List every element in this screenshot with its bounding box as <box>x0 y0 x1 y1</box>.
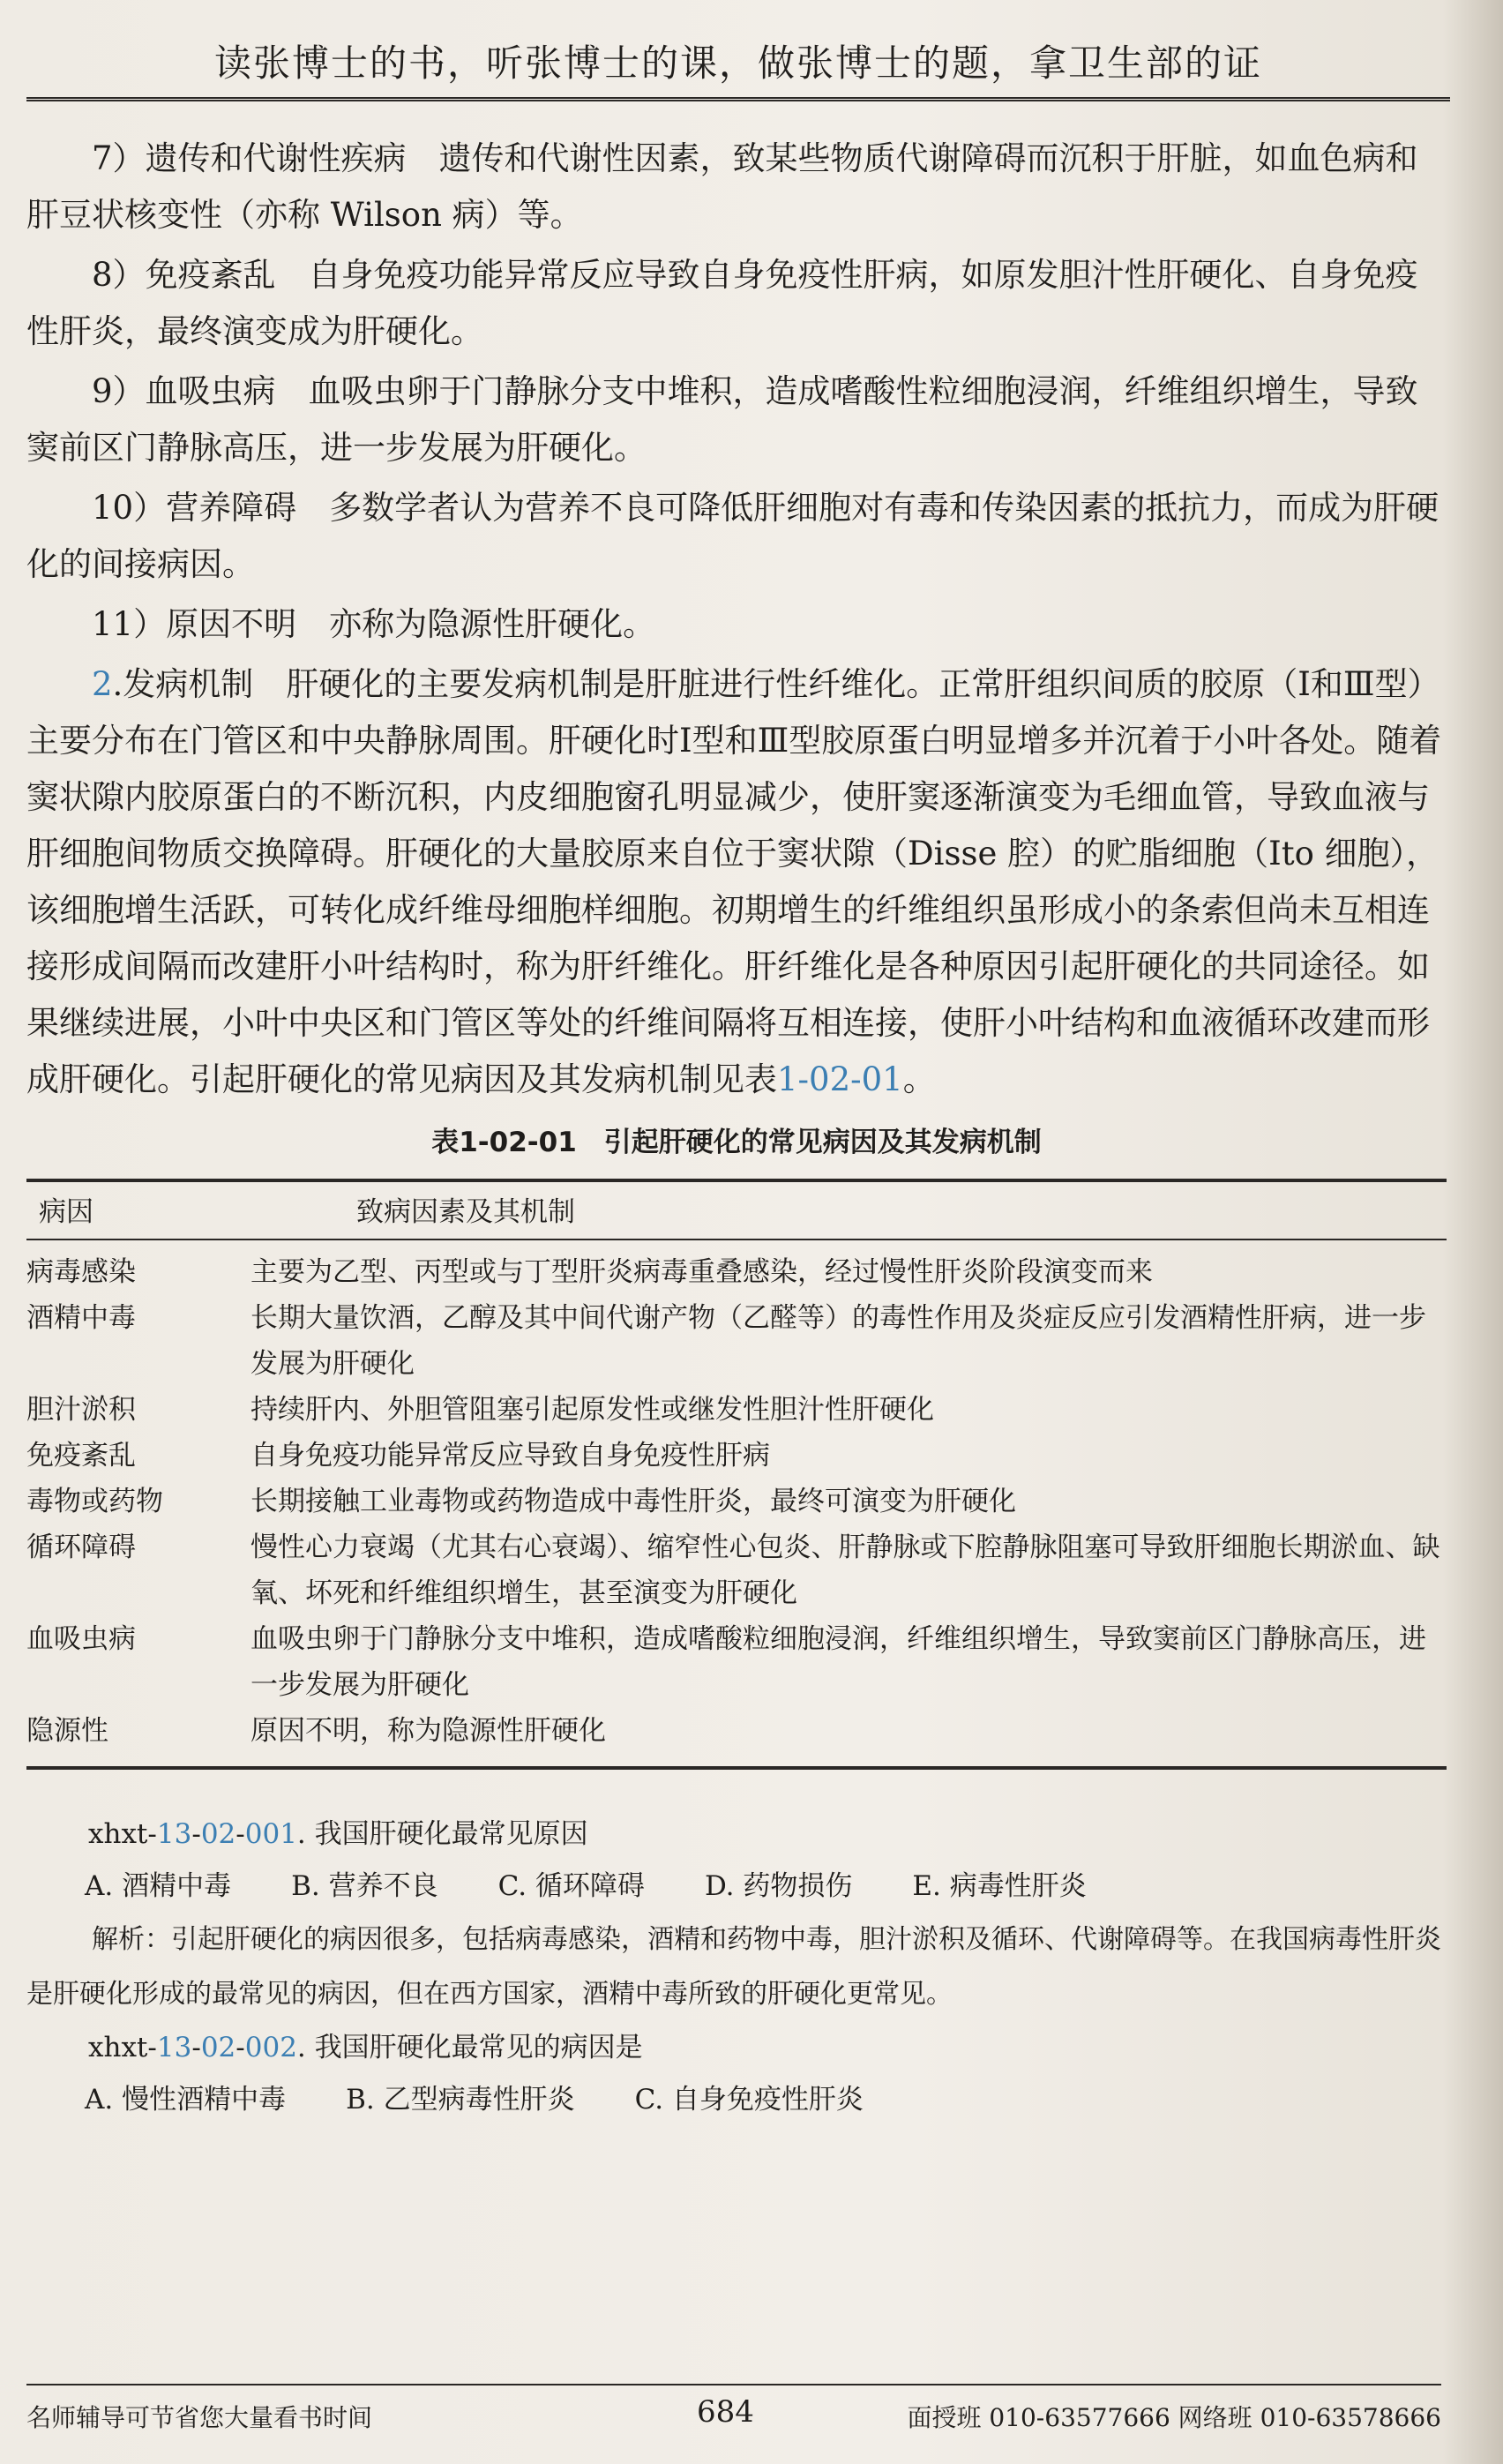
question-text: . 我国肝硬化最常见原因 <box>296 1818 588 1850</box>
question-id-b: 02 <box>200 1818 236 1850</box>
table-cell-cause: 毒物或药物 <box>26 1486 163 1517</box>
question-explanation: 解析：引起肝硬化的病因很多，包括病毒感染，酒精和药物中毒，胆汁淤积及循环、代谢障碍等。在我国病毒性肝炎是肝硬化形成的最常见的病因，但在西方国家，酒精中毒所致的肝硬化更常见。 <box>26 1924 1441 2010</box>
option-e[interactable]: E. 病毒性肝炎 <box>912 1870 1087 1902</box>
causes-table <box>26 1179 1447 1770</box>
question-id-sep: - <box>236 1818 245 1850</box>
table-cell-mechanism: 自身免疫功能异常反应导致自身免疫性肝病 <box>250 1440 770 1472</box>
paragraph-text: 血吸虫卵于门静脉分支中堆积，造成嗜酸性粒细胞浸润，纤维组织增生，导致窦前区门静脉高压，进一步发展为肝硬化。 <box>26 372 1418 467</box>
table-row <box>26 1524 1447 1616</box>
paragraph-mechanism <box>26 656 1447 1108</box>
footer-contact: 面授班 010-63577666 网络班 010-63578666 <box>907 2403 1441 2432</box>
section-number: 2 <box>92 665 113 703</box>
question-id-a: 13 <box>156 2032 192 2063</box>
option-b[interactable]: B. 营养不良 <box>291 1870 438 1902</box>
table-cell-mechanism: 原因不明，称为隐源性肝硬化 <box>250 1715 606 1747</box>
paragraph-unknown <box>26 596 1447 653</box>
table-row <box>26 1433 1447 1479</box>
option-b[interactable]: B. 乙型病毒性肝炎 <box>346 2084 575 2116</box>
table-cell-cause: 隐源性 <box>26 1715 108 1747</box>
paragraph-label: 8）免疫紊乱 <box>92 256 276 294</box>
paragraph-label: 9）血吸虫病 <box>92 372 276 410</box>
table-row <box>26 1387 1447 1433</box>
table-cell-mechanism: 主要为乙型、丙型或与丁型肝炎病毒重叠感染，经过慢性肝炎阶段演变而来 <box>250 1256 1153 1288</box>
paragraph-text: 多数学者认为营养不良可降低肝细胞对有毒和传染因素的抵抗力，而成为肝硬化的间接病因。 <box>26 489 1439 583</box>
table-caption: 表1-02-01 引起肝硬化的常见病因及其发病机制 <box>431 1127 1042 1158</box>
table-row <box>26 1249 1447 1295</box>
table-cell-cause: 病毒感染 <box>26 1256 136 1288</box>
question-block-2 <box>26 2022 1447 2126</box>
table-row <box>26 1479 1447 1524</box>
table-body <box>26 1240 1447 1766</box>
question-id-prefix: xhxt- <box>88 1818 157 1850</box>
section-heading: .发病机制 <box>112 665 254 703</box>
table-header-mechanism: 致病因素及其机制 <box>356 1196 575 1228</box>
option-c[interactable]: C. 自身免疫性肝炎 <box>634 2084 864 2116</box>
option-a[interactable]: A. 慢性酒精中毒 <box>85 2084 287 2116</box>
question-id-c: 001 <box>244 1818 297 1850</box>
table-row <box>26 1616 1447 1708</box>
option-c[interactable]: C. 循环障碍 <box>497 1870 645 1902</box>
table-cell-cause: 酒精中毒 <box>26 1302 136 1334</box>
question-id-sep: - <box>191 1818 201 1850</box>
question-id-b: 02 <box>200 2032 236 2063</box>
table-cell-mechanism: 慢性心力衰竭（尤其右心衰竭）、缩窄性心包炎、肝静脉或下腔静脉阻塞可导致肝细胞长期淤血、缺氧、坏死和纤维组织增生，甚至演变为肝硬化 <box>250 1532 1440 1609</box>
question-text: . 我国肝硬化最常见的病因是 <box>296 2032 643 2063</box>
table-row <box>26 1708 1447 1754</box>
page-body <box>26 131 1447 2126</box>
table-cell-mechanism: 长期大量饮酒，乙醇及其中间代谢产物（乙醛等）的毒性作用及炎症反应引发酒精性肝病，进一步发展为肝硬化 <box>250 1302 1426 1380</box>
table-cell-cause: 免疫紊乱 <box>26 1440 136 1472</box>
paragraph-immune <box>26 247 1447 360</box>
section-text-end: 。 <box>902 1060 936 1098</box>
question-id-sep: - <box>191 2032 201 2063</box>
paragraph-label: 11）原因不明 <box>92 605 297 643</box>
question-options <box>26 2073 1447 2126</box>
question-block-1 <box>26 1809 1447 2022</box>
question-stem <box>26 2022 1447 2073</box>
paragraph-text: 自身免疫功能异常反应导致自身免疫性肝病，如原发胆汁性肝硬化、自身免疫性肝炎，最终演变成为肝硬化。 <box>26 256 1418 350</box>
option-d[interactable]: D. 药物损伤 <box>704 1870 853 1902</box>
option-a[interactable]: A. 酒精中毒 <box>85 1870 232 1902</box>
paragraph-genetic <box>26 131 1447 243</box>
question-id-a: 13 <box>156 1818 192 1850</box>
paragraph-schistosomiasis <box>26 363 1447 476</box>
table-cell-cause: 胆汁淤积 <box>26 1394 136 1426</box>
paragraph-label: 10）营养障碍 <box>92 489 297 527</box>
paragraph-text: 亦称为隐源性肝硬化。 <box>329 605 656 643</box>
table-cell-cause: 血吸虫病 <box>26 1623 136 1655</box>
question-id-c: 002 <box>244 2032 297 2063</box>
paragraph-nutrition <box>26 480 1447 593</box>
paragraph-text: 遗传和代谢性因素，致某些物质代谢障碍而沉积于肝脏，如血色病和肝豆状核变性（亦称 Wilson 病）等。 <box>26 139 1418 234</box>
section-text: 肝硬化的主要发病机制是肝脏进行性纤维化。正常肝组织间质的胶原（Ⅰ和Ⅲ型）主要分布在门管区和中央静脉周围。肝硬化时Ⅰ型和Ⅲ型胶原蛋白明显增多并沉着于小叶各处。随着窦状隙内胶原蛋白的不断沉积，内皮细胞窗孔明显减少，使肝窦逐渐演变为毛细血管，导致血液与肝细胞间物质交换障碍。肝硬化的大量胶原来自位于窦状隙（Disse 腔）的贮脂细胞（Ito 细胞），该细胞增生活跃，可转化成纤维母细胞样细胞。初期增生的纤维组织虽形成小的条索但尚未互相连接形成间隔而改建肝小叶结构时，称为肝纤维化。肝纤维化是各种原因引起肝硬化的共同途径。如果继续进展，小叶中央区和门管区等处的纤维间隔将互相连接，使肝小叶结构和血液循环改建而形成肝硬化。引起肝硬化的常见病因及其发病机制见表 <box>26 665 1442 1098</box>
running-header <box>26 25 1450 101</box>
question-options <box>26 1860 1447 1913</box>
paragraph-label: 7）遗传和代谢性疾病 <box>92 139 407 177</box>
table-cell-mechanism: 长期接触工业毒物或药物造成中毒性肝炎，最终可演变为肝硬化 <box>250 1486 1016 1517</box>
footer-slogan: 名师辅导可节省您大量看书时间 <box>26 2403 373 2432</box>
table-header-row <box>26 1182 1447 1240</box>
table-cell-cause: 循环障碍 <box>26 1532 136 1563</box>
table-header-cause: 病因 <box>39 1196 93 1228</box>
question-stem <box>26 1809 1447 1860</box>
page-footer <box>26 2384 1441 2447</box>
page-number: 684 <box>697 2394 754 2430</box>
table-cell-mechanism: 持续肝内、外胆管阻塞引起原发性或继发性胆汁性肝硬化 <box>250 1394 934 1426</box>
table-row <box>26 1295 1447 1387</box>
question-id-prefix: xhxt- <box>88 2032 157 2063</box>
question-id-sep: - <box>236 2032 245 2063</box>
header-title: 读张博士的书，听张博士的课，做张博士的题，拿卫生部的证 <box>213 41 1262 85</box>
table-cell-mechanism: 血吸虫卵于门静脉分支中堆积，造成嗜酸粒细胞浸润，纤维组织增生，导致窦前区门静脉高压，进一步发展为肝硬化 <box>250 1623 1426 1701</box>
table-reference-link[interactable]: 1-02-01 <box>777 1060 903 1098</box>
